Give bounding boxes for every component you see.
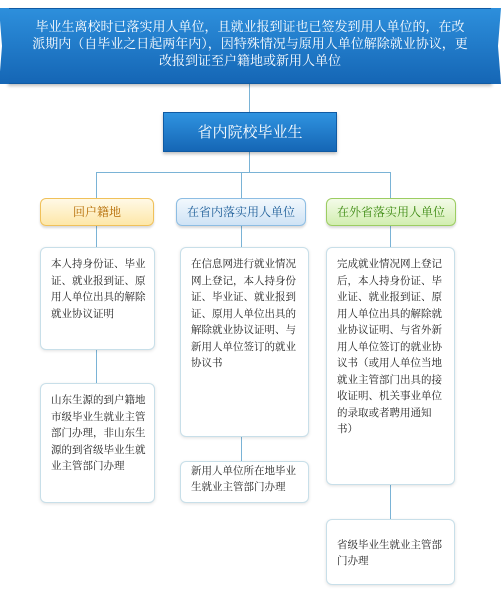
branch-return-hometown	[40, 198, 154, 226]
connector-c-card-card	[390, 485, 391, 519]
connector-horizontal	[96, 172, 390, 173]
step-text: 完成就业情况网上登记后，本人持身份证、毕业证、就业报到证、原用人单位出具的解除就业协议证明、与省外新用人单位签订的就业协议书（或用人单位当地就业主管部门出具的接收证明、机关事业单位的录取或者聘用通知书）	[337, 258, 442, 435]
connector-c-pill-card	[390, 226, 391, 247]
situation-banner-text: 毕业生离校时已落实用人单位，且就业报到证也已签发到用人单位的，在改派期内（自毕业之日起两年内），因特殊情况与原用人单位解除就业协议，更改报到证至户籍地或新用人单位	[32, 20, 468, 69]
connector-b-pill-card	[241, 226, 242, 247]
connector-branch-3	[390, 172, 391, 198]
connector-main-down	[249, 152, 250, 172]
connector-a-pill-card	[96, 226, 97, 247]
step-text: 省级毕业生就业主管部门办理	[337, 538, 442, 567]
branch-out-of-province	[326, 198, 456, 226]
main-node-label: 省内院校毕业生	[197, 123, 303, 141]
step-card	[326, 519, 455, 585]
step-card	[180, 461, 309, 503]
step-card	[40, 383, 155, 503]
main-node	[163, 112, 337, 152]
step-card	[40, 247, 155, 350]
connector-a-card-card	[96, 350, 97, 383]
branch-label: 在省内落实用人单位	[186, 205, 295, 219]
connector-b-card-card	[241, 437, 242, 461]
step-card	[326, 247, 455, 485]
connector-branch-1	[96, 172, 97, 198]
branch-in-province	[176, 198, 306, 226]
connector-branch-2	[241, 172, 242, 198]
step-text: 在信息网进行就业情况网上登记，本人持身份证、毕业证、就业报到证、原用人单位出具的解除就业协议证明、与新用人单位签订的就业协议书	[191, 258, 296, 369]
step-card	[180, 247, 309, 437]
step-text: 山东生源的到户籍地市级毕业生就业主管部门办理，非山东生源的到省级毕业生就业主管部门办理	[51, 394, 146, 472]
connector-banner-to-main	[249, 84, 250, 112]
step-text: 本人持身份证、毕业证、就业报到证、原用人单位出具的解除就业协议证明	[51, 258, 146, 320]
branch-label: 回户籍地	[72, 205, 121, 219]
branch-label: 在外省落实用人单位	[336, 205, 445, 219]
step-text: 新用人单位所在地毕业生就业主管部门办理	[191, 464, 296, 493]
situation-banner	[8, 8, 492, 84]
